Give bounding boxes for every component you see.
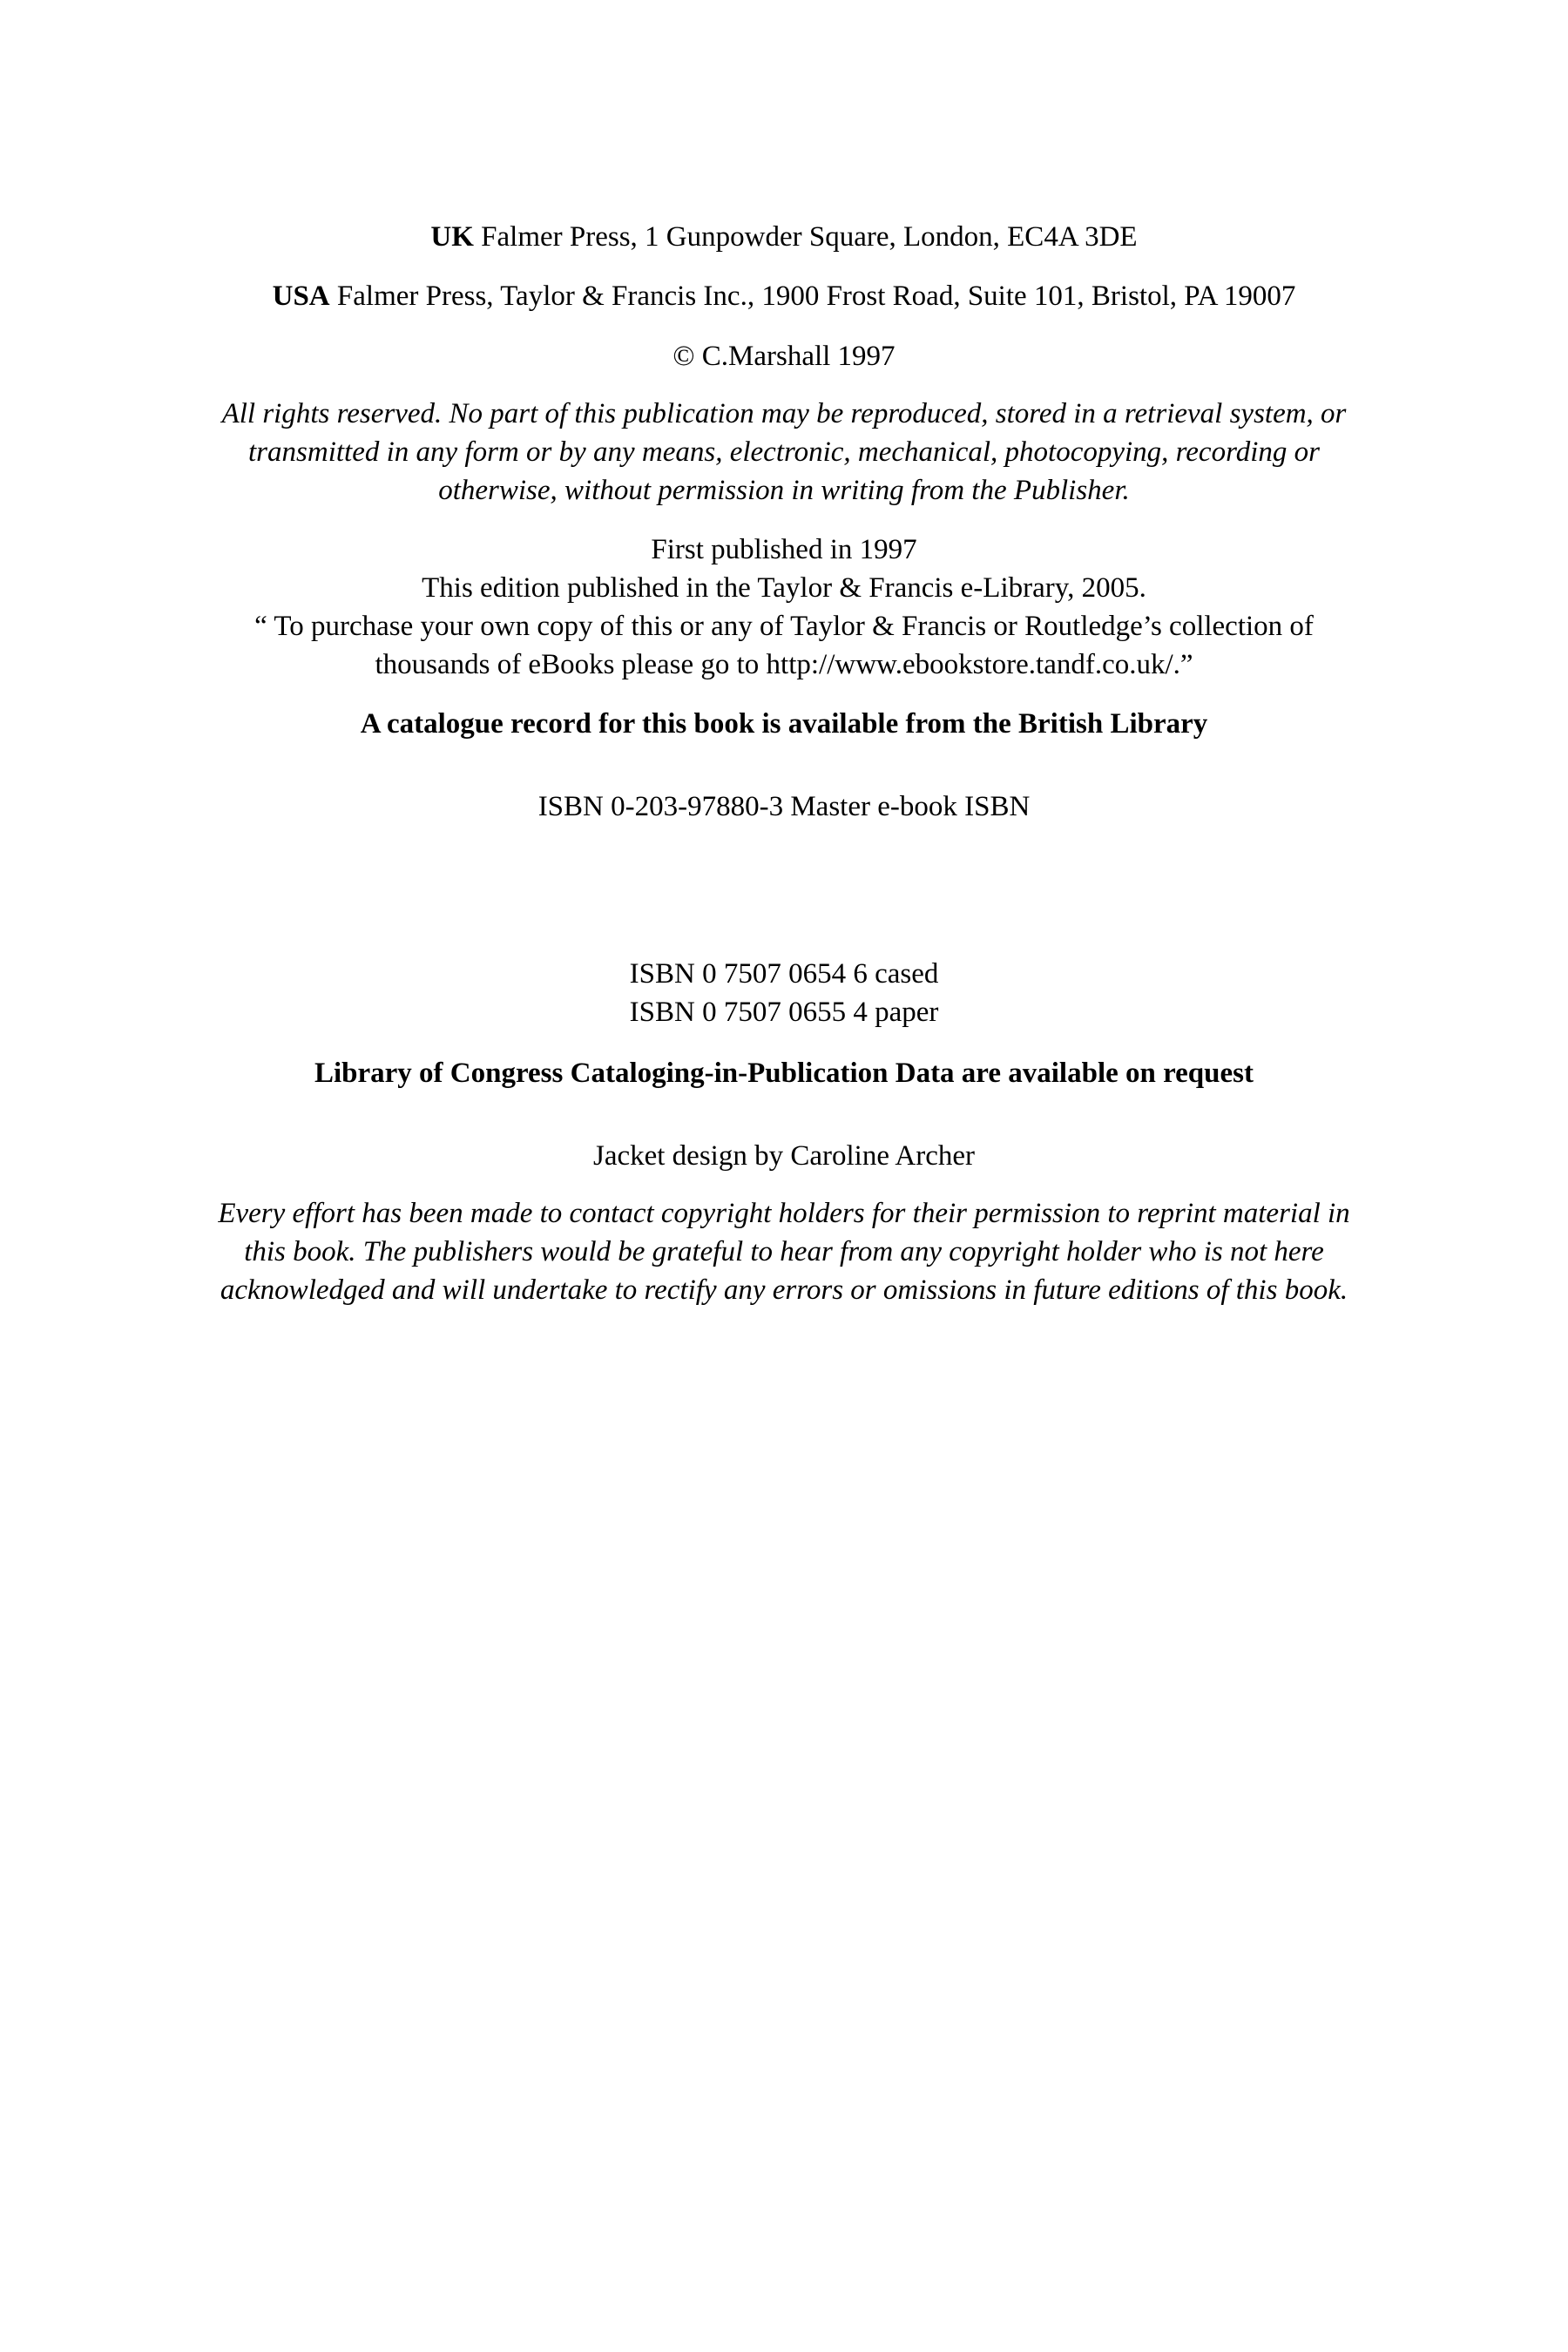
- isbn-paper: ISBN 0 7507 0655 4 paper: [629, 997, 939, 1028]
- usa-address: [0, 277, 1568, 315]
- usa-address-text: Falmer Press, Taylor & Francis Inc., 1900 Frost Road, Suite 101, Bristol, PA 19007: [329, 280, 1296, 312]
- publication-line-2: This edition published in the Taylor & Francis e-Library, 2005.: [422, 572, 1146, 604]
- usa-label: USA: [272, 280, 330, 312]
- uk-address-text: Falmer Press, 1 Gunpowder Square, London, EC4A 3DE: [473, 221, 1138, 253]
- publication-line-3: “ To purchase your own copy of this or any of Taylor & Francis or Routledge’s collection of: [254, 611, 1314, 642]
- effort-line-1: Every effort has been made to contact copyright holders for their permission to reprint material in: [218, 1198, 1350, 1229]
- jacket-design-credit: Jacket design by Caroline Archer: [592, 1140, 976, 1172]
- effort-line-3: acknowledged and will undertake to rectify any errors or omissions in future editions of this book.: [220, 1274, 1348, 1306]
- uk-address: [0, 218, 1568, 256]
- uk-label: UK: [430, 221, 474, 253]
- rights-line-3: otherwise, without permission in writing from the Publisher.: [438, 475, 1130, 506]
- isbn-cased: ISBN 0 7507 0654 6 cased: [629, 958, 939, 990]
- rights-line-2: transmitted in any form or by any means, electronic, mechanical, photocopying, recording or: [248, 436, 1320, 468]
- publication-line-4: thousands of eBooks please go to http://www.ebookstore.tandf.co.uk/.”: [375, 649, 1193, 680]
- effort-line-2: this book. The publishers would be grateful to hear from any copyright holder who is not here: [244, 1236, 1324, 1267]
- british-library-note: A catalogue record for this book is available from the British Library: [360, 708, 1208, 740]
- rights-line-1: All rights reserved. No part of this publication may be reproduced, stored in a retrieval system, or: [221, 398, 1347, 429]
- publication-line-1: First published in 1997: [651, 534, 917, 565]
- isbn-master: ISBN 0-203-97880-3 Master e-book ISBN: [537, 791, 1031, 822]
- copyright-notice: © C.Marshall 1997: [672, 341, 896, 372]
- library-of-congress-note: Library of Congress Cataloging-in-Publication Data are available on request: [314, 1058, 1254, 1089]
